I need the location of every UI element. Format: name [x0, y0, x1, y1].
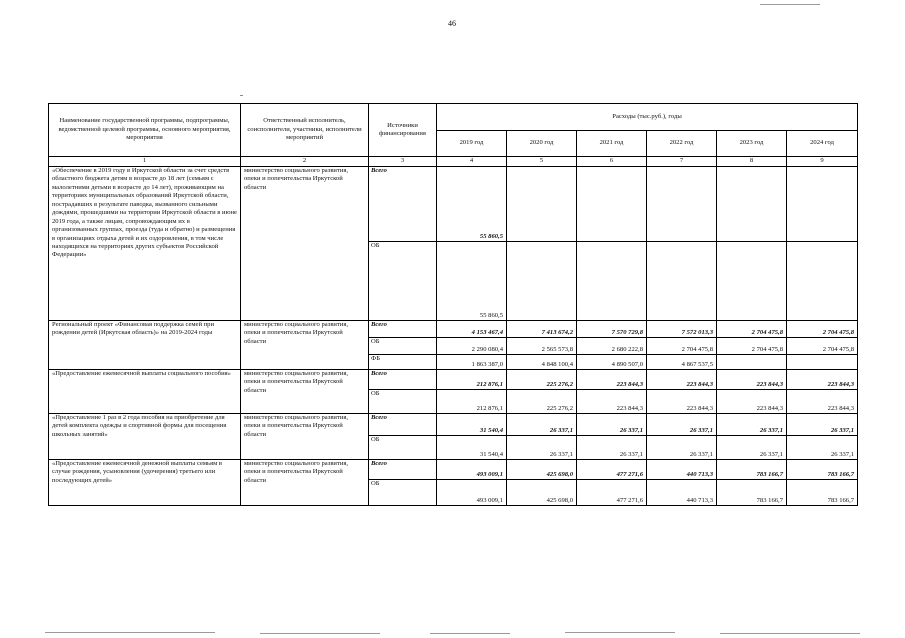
amount-cell: [787, 167, 858, 242]
amount-cell: 223 844,3: [577, 390, 647, 414]
funding-source: Всего: [369, 370, 437, 390]
amount-cell: [647, 167, 717, 242]
amount-cell: 493 009,1: [437, 460, 507, 480]
amount-cell: 212 876,1: [437, 390, 507, 414]
amount-cell: 7 570 729,8: [577, 321, 647, 338]
header-source: Источники финансирования: [369, 104, 437, 157]
amount-cell: 26 337,1: [507, 414, 577, 436]
amount-cell: 4 867 537,5: [647, 355, 717, 370]
executor: министерство социального развития, опеки и попечительства Иркутской области: [241, 460, 369, 506]
amount-cell: 223 844,3: [717, 370, 787, 390]
amount-cell: 31 540,4: [437, 436, 507, 460]
funding-source: ОБ: [369, 390, 437, 414]
activity-name: «Предоставление 1 раз в 2 года пособия на приобретение для детей комплекта одежды и спортивной формы для посещения школьных занятий»: [49, 414, 241, 460]
amount-cell: 212 876,1: [437, 370, 507, 390]
header-year: 2022 год: [647, 131, 717, 157]
header-year: 2021 год: [577, 131, 647, 157]
amount-cell: 4 848 100,4: [507, 355, 577, 370]
header-year: 2023 год: [717, 131, 787, 157]
amount-cell: 225 276,2: [507, 390, 577, 414]
executor: министерство социального развития, опеки и попечительства Иркутской области: [241, 321, 369, 370]
column-number-row: [49, 157, 858, 167]
header-name: Наименование государственной программы, подпрограммы, ведомственной целевой программы, основного мероприятия, мероприятия: [49, 104, 241, 157]
amount-cell: [787, 242, 858, 321]
funding-source: Всего: [369, 460, 437, 480]
amount-cell: 2 704 475,8: [717, 338, 787, 355]
amount-cell: 1 863 387,0: [437, 355, 507, 370]
amount-cell: 477 271,6: [577, 460, 647, 480]
amount-cell: 425 698,0: [507, 460, 577, 480]
funding-source: ОБ: [369, 436, 437, 460]
amount-cell: 2 290 080,4: [437, 338, 507, 355]
amount-cell: 223 844,3: [717, 390, 787, 414]
amount-cell: 55 860,5: [437, 242, 507, 321]
table-row: [49, 370, 858, 390]
amount-cell: 26 337,1: [717, 436, 787, 460]
page-number: 46: [448, 19, 456, 28]
column-number: 7: [647, 157, 717, 167]
amount-cell: 26 337,1: [577, 414, 647, 436]
column-number: 8: [717, 157, 787, 167]
amount-cell: 4 890 507,0: [577, 355, 647, 370]
amount-cell: 2 704 475,8: [647, 338, 717, 355]
amount-cell: 225 276,2: [507, 370, 577, 390]
amount-cell: [577, 242, 647, 321]
amount-cell: 26 337,1: [507, 436, 577, 460]
amount-cell: 440 713,3: [647, 480, 717, 506]
header-year: 2024 год: [787, 131, 858, 157]
scan-artifact-line: [760, 4, 820, 5]
amount-cell: [787, 355, 858, 370]
amount-cell: 2 565 573,8: [507, 338, 577, 355]
funding-source: ОБ: [369, 338, 437, 355]
amount-cell: 440 713,3: [647, 460, 717, 480]
amount-cell: [717, 355, 787, 370]
amount-cell: 2 704 475,8: [787, 338, 858, 355]
funding-source: Всего: [369, 321, 437, 338]
table-row: [49, 167, 858, 242]
activity-name: Региональный проект «Финансовая поддержка семей при рождении детей (Иркутская область)» на 2019-2024 годы: [49, 321, 241, 370]
amount-cell: 783 166,7: [787, 460, 858, 480]
amount-cell: 26 337,1: [577, 436, 647, 460]
activity-name: «Предоставление ежемесячной денежной выплаты семьям в случае рождения, усыновления (удочерения) третьего или последующих детей»: [49, 460, 241, 506]
amount-cell: 783 166,7: [717, 480, 787, 506]
column-number: 9: [787, 157, 858, 167]
column-number: 3: [369, 157, 437, 167]
scan-mark: [240, 95, 243, 96]
amount-cell: [507, 167, 577, 242]
funding-source: Всего: [369, 414, 437, 436]
amount-cell: 4 153 467,4: [437, 321, 507, 338]
amount-cell: 425 698,0: [507, 480, 577, 506]
scan-artifact-line: [260, 633, 380, 634]
executor: министерство социального развития, опеки и попечительства Иркутской области: [241, 167, 369, 321]
table-body: [49, 157, 858, 506]
amount-cell: 7 413 674,2: [507, 321, 577, 338]
amount-cell: 55 860,5: [437, 167, 507, 242]
header-year: 2020 год: [507, 131, 577, 157]
amount-cell: 783 166,7: [787, 480, 858, 506]
header-expenses: Расходы (тыс.руб.), годы: [437, 104, 858, 131]
table-row: [49, 460, 858, 480]
column-number: 6: [577, 157, 647, 167]
amount-cell: [647, 242, 717, 321]
amount-cell: 7 572 013,3: [647, 321, 717, 338]
amount-cell: [507, 242, 577, 321]
amount-cell: 2 680 222,8: [577, 338, 647, 355]
header-executor: Ответственный исполнитель, соисполнители, участники, исполнители мероприятий: [241, 104, 369, 157]
table-row: [49, 414, 858, 436]
funding-source: Всего: [369, 167, 437, 242]
amount-cell: [717, 167, 787, 242]
amount-cell: [717, 242, 787, 321]
executor: министерство социального развития, опеки и попечительства Иркутской области: [241, 370, 369, 414]
amount-cell: 26 337,1: [787, 414, 858, 436]
amount-cell: 31 540,4: [437, 414, 507, 436]
funding-source: ОБ: [369, 242, 437, 321]
amount-cell: [577, 167, 647, 242]
column-number: 5: [507, 157, 577, 167]
amount-cell: 26 337,1: [717, 414, 787, 436]
activity-name: «Предоставление ежемесячной выплаты социального пособия»: [49, 370, 241, 414]
amount-cell: 26 337,1: [647, 436, 717, 460]
column-number: 1: [49, 157, 241, 167]
funding-source: ОБ: [369, 480, 437, 506]
scan-artifact-line: [720, 633, 860, 634]
amount-cell: 223 844,3: [647, 370, 717, 390]
column-number: 4: [437, 157, 507, 167]
scan-artifact-line: [45, 632, 215, 633]
amount-cell: 2 704 475,8: [787, 321, 858, 338]
amount-cell: 223 844,3: [787, 370, 858, 390]
budget-table: [48, 103, 858, 506]
amount-cell: 493 009,1: [437, 480, 507, 506]
amount-cell: 26 337,1: [647, 414, 717, 436]
amount-cell: 223 844,3: [647, 390, 717, 414]
amount-cell: 477 271,6: [577, 480, 647, 506]
header-year: 2019 год: [437, 131, 507, 157]
executor: министерство социального развития, опеки и попечительства Иркутской области: [241, 414, 369, 460]
amount-cell: 223 844,3: [577, 370, 647, 390]
column-number: 2: [241, 157, 369, 167]
scan-artifact-line: [430, 633, 510, 634]
activity-name: «Обеспечение в 2019 году в Иркутской области за счет средств областного бюджета детям в возрасте до 18 лет (семьям с малолетними детьми в возрасте до 14 лет), проживающим на территориях муниципальных образований Иркутской области, пострадавших в результате паводка, вызванного сильными дождями, прошедшими на территории Иркутской области в июне 2019 года, а также лицам, сопровождающим их в организованных группах, проезда (туда и обратно) и размещения в организациях отдыха детей и их оздоровления, в том числе находящихся на территориях других субъектов Российской Федерации»: [49, 167, 241, 321]
table-row: [49, 321, 858, 338]
amount-cell: 26 337,1: [787, 436, 858, 460]
amount-cell: 783 166,7: [717, 460, 787, 480]
funding-source: ФБ: [369, 355, 437, 370]
amount-cell: 2 704 475,8: [717, 321, 787, 338]
amount-cell: 223 844,3: [787, 390, 858, 414]
scan-artifact-line: [565, 632, 675, 633]
table-header: [49, 104, 858, 157]
